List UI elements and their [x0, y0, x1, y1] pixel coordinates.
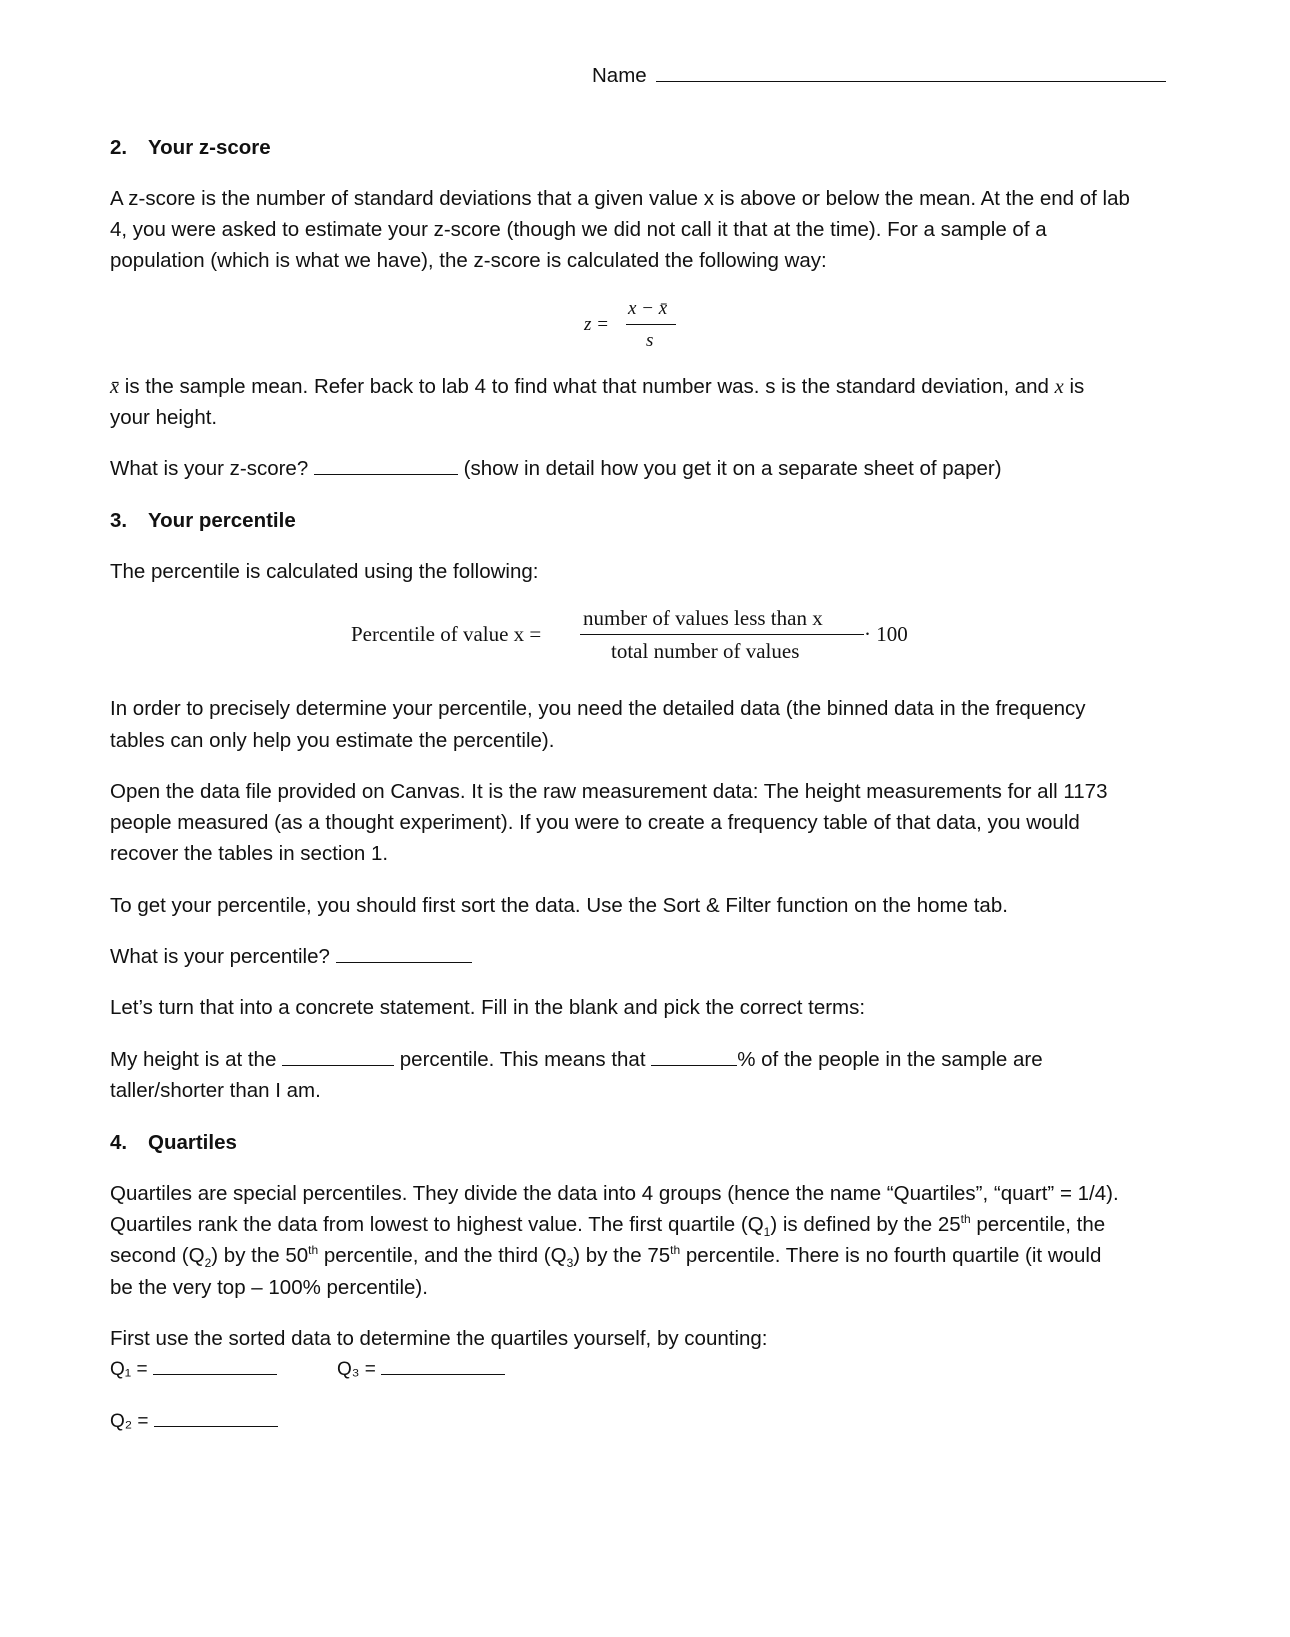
section-4-para-line-2 [110, 1212, 1106, 1240]
section-2-para-line-1: A z-score is the number of standard deviations that a given value x is above or below the mean. At the end of lab [110, 187, 1130, 210]
fill-text-c: % of the people in the sample are [737, 1048, 1043, 1071]
section-4-para-line-1: Quartiles are special percentiles. They divide the data into 4 groups (hence the name “Quartiles”, “quart” = 1/4). [110, 1182, 1119, 1205]
text-run: Quartiles rank the data from lowest to highest value. The first quartile (Q [110, 1213, 764, 1236]
subscript: 3 [566, 1256, 574, 1271]
q3-blank[interactable] [381, 1358, 505, 1375]
text-run: second (Q [110, 1244, 205, 1267]
text-run: ) by the 50 [211, 1244, 309, 1267]
section-2-title: Your z-score [148, 136, 271, 159]
fill-text-b: percentile. This means that [399, 1048, 646, 1071]
z-score-question: What is your z-score? [110, 457, 309, 480]
z-score-blank[interactable] [314, 458, 458, 475]
percentile-formula-numerator: number of values less than x [583, 606, 823, 630]
z-score-note: (show in detail how you get it on a separate sheet of paper) [463, 457, 1002, 480]
percentile-question: What is your percentile? [110, 945, 330, 968]
explain-text: is the sample mean. Refer back to lab 4 to find what that number was. s is the standard deviation, and [119, 375, 1055, 398]
text-run: percentile. There is no fourth quartile (it would [680, 1244, 1102, 1267]
superscript: th [960, 1212, 971, 1227]
section-4-para-line-3 [110, 1243, 1102, 1271]
text-run: percentile, the [970, 1213, 1106, 1236]
section-2-para-line-3: population (which is what we have), the z-score is calculated the following way: [110, 249, 827, 272]
q1-label: Q₁ = [110, 1359, 148, 1380]
percentile-formula-lhs: Percentile of value x = [351, 622, 542, 646]
section-3-title: Your percentile [148, 509, 296, 532]
z-score-question-row [110, 457, 1002, 481]
subscript: 1 [763, 1225, 771, 1240]
section-3-para1-line-2: tables can only help you estimate the percentile). [110, 729, 555, 752]
q1-blank[interactable] [153, 1358, 277, 1375]
name-label: Name [592, 64, 647, 87]
section-3-intro: The percentile is calculated using the following: [110, 560, 539, 583]
percent-people-blank[interactable] [651, 1049, 737, 1066]
fill-text-a: My height is at the [110, 1048, 277, 1071]
section-3-para2-line-1: Open the data file provided on Canvas. It is the raw measurement data: The height measurements for all 1173 [110, 780, 1108, 803]
q1-row [110, 1358, 277, 1381]
section-3-para3: To get your percentile, you should first sort the data. Use the Sort & Filter function on the home tab. [110, 894, 1008, 917]
explain-text-end: is [1063, 375, 1085, 398]
section-3-number: 3. [110, 509, 128, 532]
z-formula-denominator: s [646, 330, 654, 351]
subscript: 2 [204, 1256, 212, 1271]
text-run: percentile, and the third (Q [318, 1244, 567, 1267]
section-2-para-line-2: 4, you were asked to estimate your z-score (though we did not call it that at the time). For a sample of a [110, 218, 1047, 241]
section-3-heading [110, 509, 296, 533]
percentile-formula-denominator: total number of values [611, 639, 800, 663]
q3-row [337, 1358, 505, 1381]
z-formula-lhs: z = [584, 314, 609, 335]
section-3-para2-line-2: people measured (as a thought experiment). If you were to create a frequency table of that data, you would [110, 811, 1080, 834]
section-4-title: Quartiles [148, 1131, 237, 1154]
quartile-instruction: First use the sorted data to determine the quartiles yourself, by counting: [110, 1327, 768, 1350]
xbar-symbol: x̄ [110, 376, 120, 398]
percentile-formula-fraction-bar [580, 634, 864, 635]
text-run: ) by the 75 [573, 1244, 671, 1267]
percentile-blank[interactable] [336, 946, 472, 963]
q3-label: Q₃ = [337, 1359, 376, 1380]
q2-blank[interactable] [154, 1410, 278, 1427]
superscript: th [308, 1243, 319, 1258]
x-symbol: x [1054, 376, 1064, 398]
statement-intro: Let’s turn that into a concrete statement. Fill in the blank and pick the correct terms: [110, 996, 866, 1019]
section-3-para2-line-3: recover the tables in section 1. [110, 842, 389, 865]
percentile-statement-blank[interactable] [282, 1049, 394, 1066]
z-formula-numerator: x − x̄ [628, 298, 668, 319]
percentile-formula-multiplier: · 100 [864, 622, 908, 646]
name-row [592, 64, 1166, 88]
name-blank[interactable] [656, 65, 1166, 82]
percentile-question-row [110, 945, 472, 969]
section-3-para1-line-1: In order to precisely determine your percentile, you need the detailed data (the binned data in the frequency [110, 697, 1086, 720]
z-formula-fraction-bar [626, 324, 676, 325]
q2-row [110, 1410, 278, 1433]
superscript: th [670, 1243, 681, 1258]
fill-in-statement-line-2: taller/shorter than I am. [110, 1079, 321, 1102]
text-run: ) is defined by the 25 [770, 1213, 961, 1236]
q2-label: Q₂ = [110, 1411, 149, 1432]
section-4-heading [110, 1131, 237, 1155]
section-2-explain-line-1 [110, 375, 1084, 399]
section-2-heading [110, 136, 271, 160]
section-4-para-line-4: be the very top – 100% percentile). [110, 1276, 428, 1299]
section-2-explain-line-2: your height. [110, 406, 218, 429]
section-2-number: 2. [110, 136, 128, 159]
fill-in-statement-line-1 [110, 1048, 1043, 1072]
section-4-number: 4. [110, 1131, 128, 1154]
